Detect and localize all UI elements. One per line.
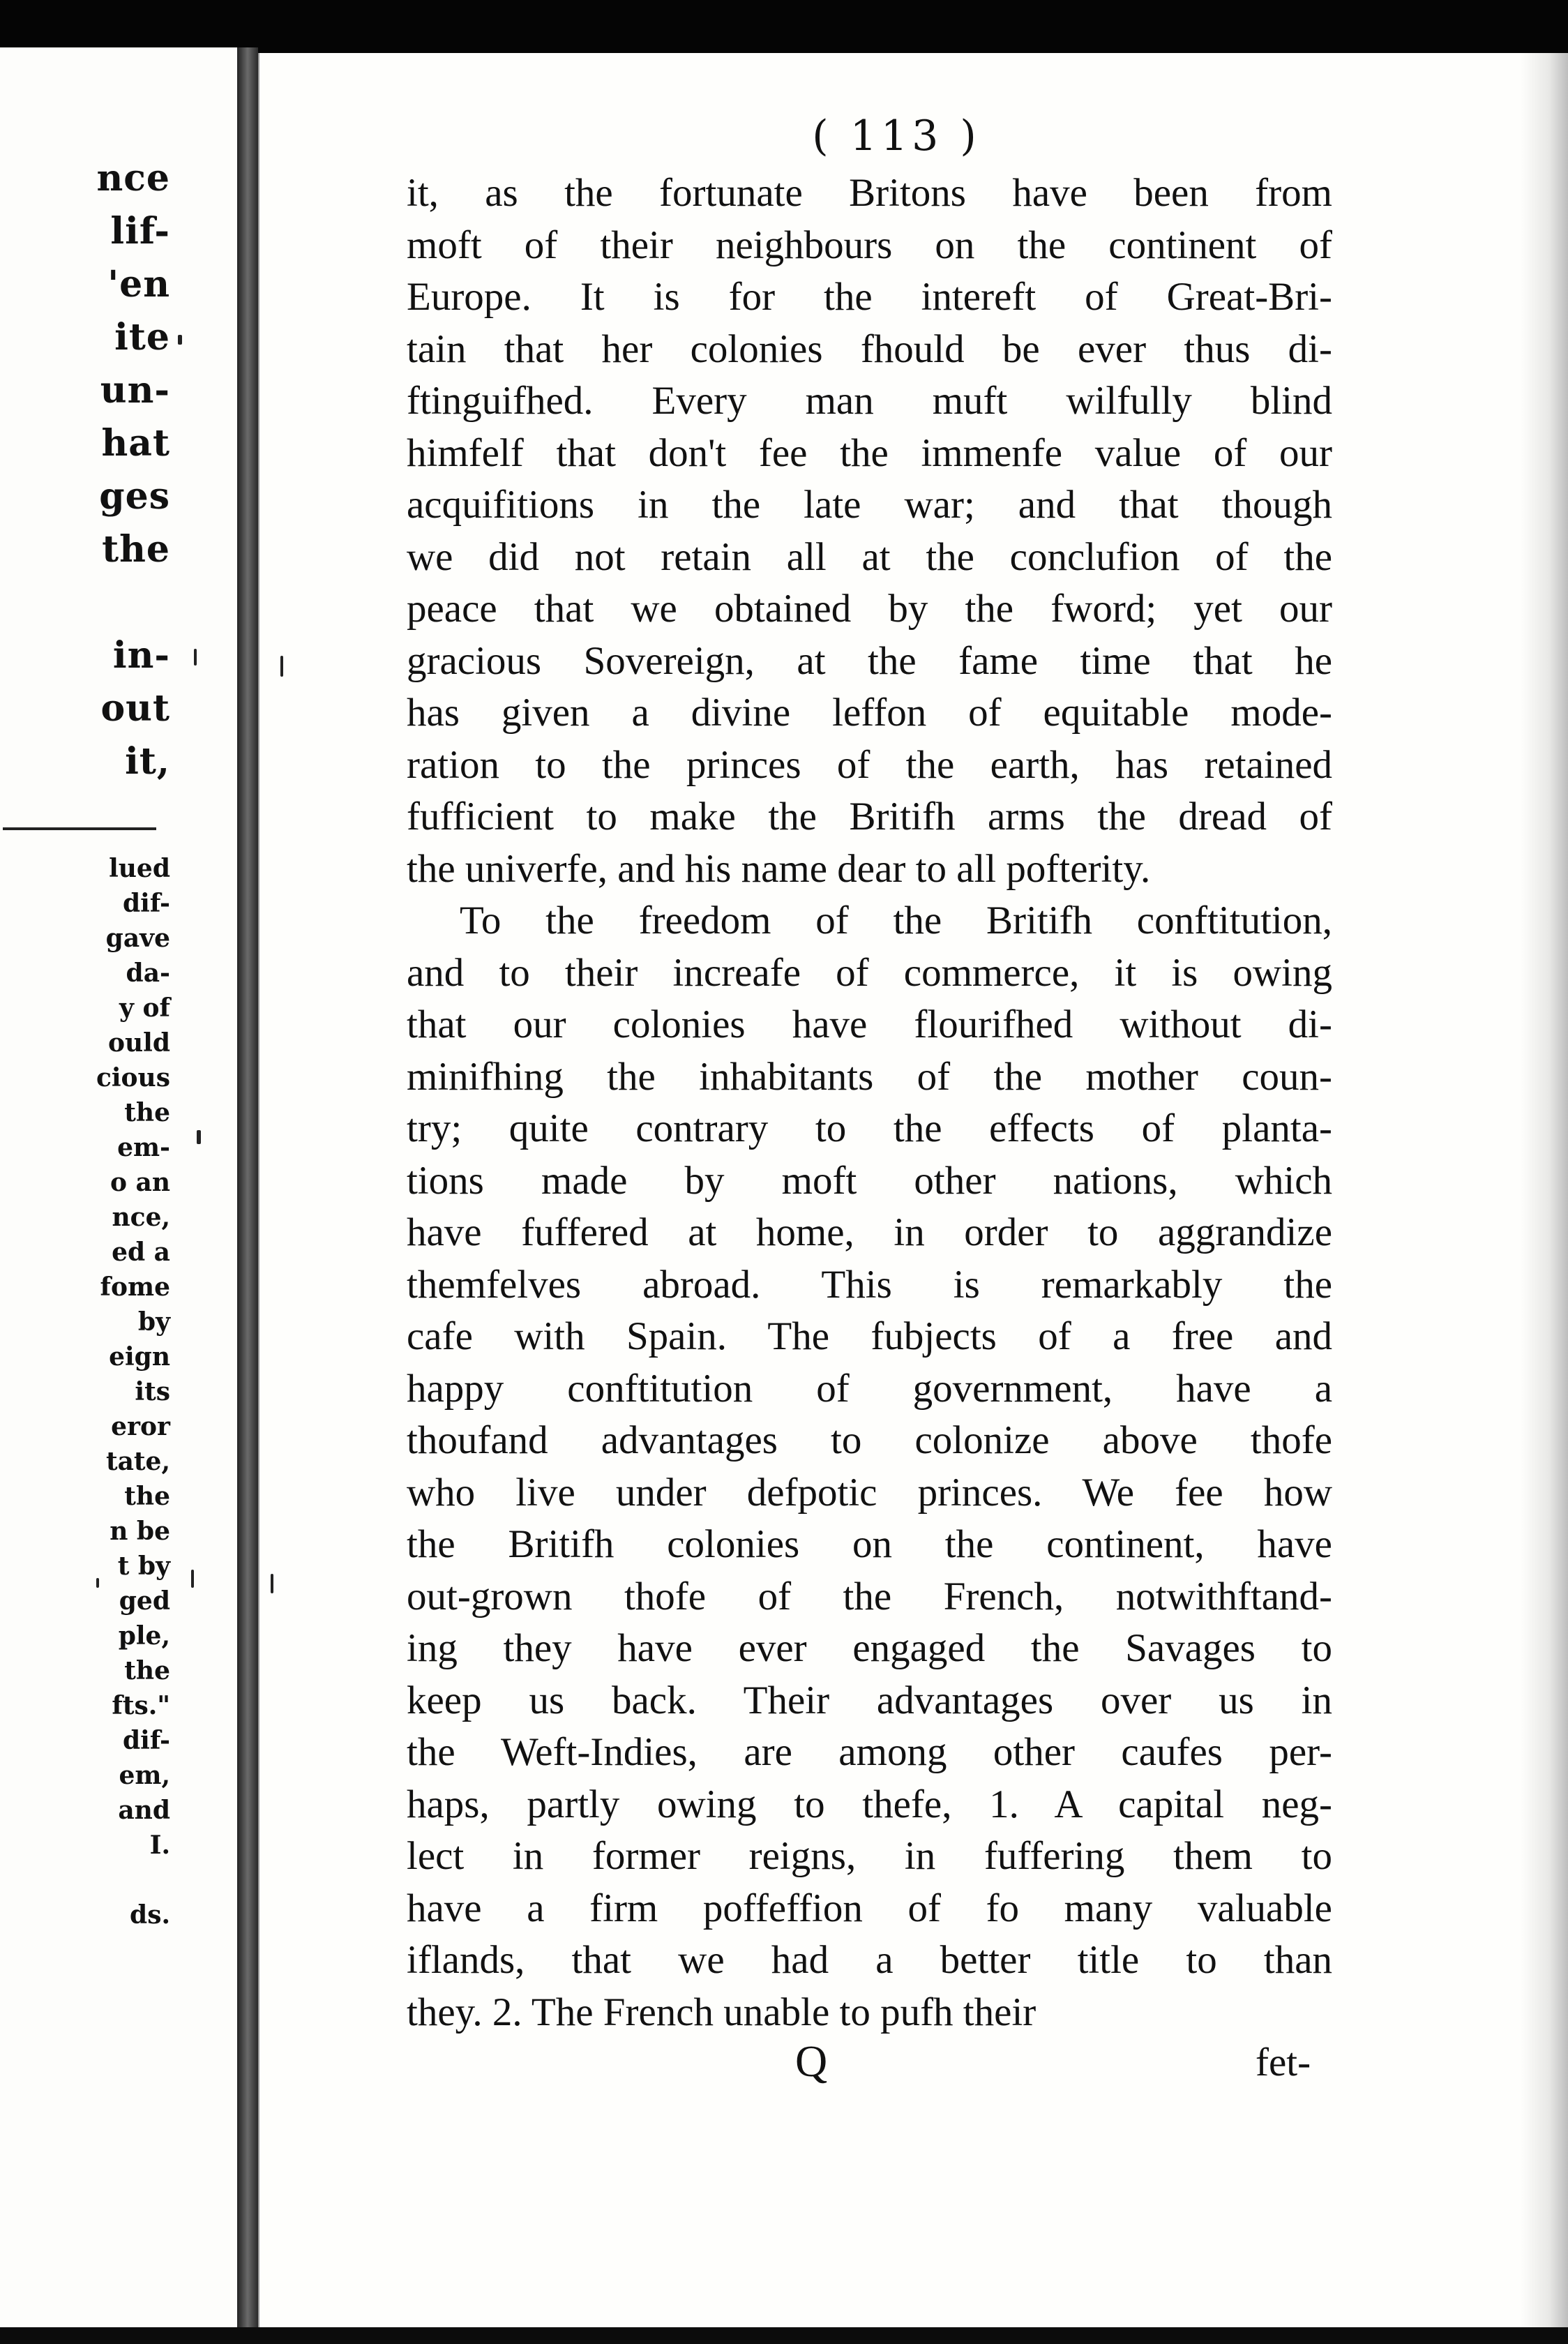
text-line: iflands, that we had a better title to than	[407, 1938, 1332, 1982]
text-line: the Britifh colonies on the continent, have	[407, 1522, 1332, 1566]
facing-page-line: ds.	[130, 1900, 170, 1930]
body-text	[407, 167, 1332, 2038]
text-line: himfelf that don't fee the immenfe value of our	[407, 430, 1332, 475]
facing-page-line: the	[124, 1098, 170, 1127]
facing-page-line: t by	[117, 1552, 170, 1581]
facing-page-line: eror	[111, 1412, 170, 1441]
scan-speck	[178, 335, 182, 345]
facing-page-line	[3, 1863, 170, 1898]
text-line: it, as the fortunate Britons have been from	[407, 171, 1332, 215]
text-line: happy conftitution of government, have a	[407, 1366, 1332, 1411]
text-line: peace that we obtained by the fword; yet our	[407, 587, 1332, 631]
facing-page-line: ould	[107, 1028, 170, 1058]
facing-page-fragment	[0, 47, 241, 2344]
facing-page-line: lif-	[110, 210, 170, 253]
text-line: have fuffered at home, in order to aggrandize	[407, 1210, 1332, 1254]
facing-page-line: nce,	[112, 1203, 170, 1232]
text-line: and to their increafe of commerce, it is owing	[407, 950, 1332, 995]
facing-page-line: ple,	[118, 1621, 170, 1651]
facing-page-rule	[3, 827, 156, 830]
text-line: Europe. It is for the intereft of Great-Bri-	[407, 275, 1332, 319]
text-line: keep us back. Their advantages over us in	[407, 1678, 1332, 1722]
scan-speck	[280, 656, 283, 677]
text-line: tions made by moft other nations, which	[407, 1158, 1332, 1203]
scan-speck	[191, 1570, 194, 1588]
text-line: cafe with Spain. The fubjects of a free and	[407, 1314, 1332, 1358]
scan-speck	[96, 1578, 99, 1588]
book-gutter	[237, 47, 258, 2344]
facing-page-line: in-	[112, 634, 170, 677]
text-line: they. 2. The French unable to pufh their	[407, 1990, 1036, 2034]
facing-page-line: y of	[119, 993, 170, 1023]
facing-page-line: da-	[126, 959, 170, 988]
text-line: has given a divine leffon of equitable mode-	[407, 691, 1332, 735]
text-line: try; quite contrary to the effects of planta-	[407, 1106, 1332, 1150]
text-line: tain that her colonies fhould be ever thus di-	[407, 326, 1332, 371]
facing-page-line: fts."	[112, 1691, 170, 1720]
scan-bottom-border	[0, 2327, 1568, 2344]
text-line: fufficient to make the Britifh arms the dread of	[407, 795, 1332, 839]
text-line: gracious Sovereign, at the fame time that he	[407, 638, 1332, 683]
text-line: moft of their neighbours on the continent of	[407, 223, 1332, 267]
facing-page-line: ged	[119, 1586, 170, 1616]
text-line: haps, partly owing to thefe, 1. A capital neg-	[407, 1782, 1332, 1826]
facing-page-line: cious	[96, 1063, 170, 1092]
facing-page-line: ed a	[112, 1238, 170, 1267]
catchword: fet-	[1256, 2041, 1311, 2084]
facing-page-line: out	[100, 687, 170, 730]
text-line: we did not retain all at the conclufion of the	[407, 534, 1332, 579]
text-line: ftinguifhed. Every man muft wilfully blind	[407, 379, 1332, 423]
facing-page-line: gave	[105, 924, 170, 953]
facing-page-line: its	[135, 1377, 170, 1406]
facing-page-line: hat	[101, 422, 170, 465]
facing-page-line: dif-	[123, 1726, 170, 1755]
facing-page-line: the	[124, 1656, 170, 1685]
facing-page-line: n be	[110, 1517, 170, 1546]
scan-speck	[271, 1574, 273, 1593]
text-line: out-grown thofe of the French, notwithftand-	[407, 1574, 1332, 1618]
text-line: ing they have ever engaged the Savages to	[407, 1626, 1332, 1670]
text-line: minifhing the inhabitants of the mother coun-	[407, 1054, 1332, 1099]
facing-page-line: 'en	[107, 263, 170, 306]
facing-page-line: ges	[99, 475, 170, 518]
page-edge	[1521, 53, 1568, 2344]
text-line: who live under defpotic princes. We fee how	[407, 1470, 1332, 1515]
text-line: To the freedom of the Britifh conftitution,	[460, 899, 1332, 942]
facing-page-line: and	[118, 1796, 170, 1825]
text-line: have a firm poffeffion of fo many valuable	[407, 1886, 1332, 1930]
text-line: the univerfe, and his name dear to all pofterity.	[407, 846, 1151, 891]
facing-page-line: eign	[109, 1342, 170, 1372]
facing-page-line: em-	[117, 1133, 170, 1162]
text-line: that our colonies have flourifhed without di-	[407, 1002, 1332, 1046]
signature-mark: Q	[795, 2036, 828, 2086]
facing-page-line: I.	[149, 1831, 170, 1860]
facing-page-large-lines	[3, 47, 170, 788]
facing-page-line: dif-	[123, 889, 170, 918]
facing-page-line: o an	[110, 1168, 170, 1197]
text-line: acquifitions in the late war; and that though	[407, 483, 1332, 527]
facing-page-line: the	[102, 528, 170, 571]
facing-page-text	[3, 47, 170, 1932]
facing-page-line: lued	[109, 854, 170, 883]
scan-speck	[194, 649, 197, 666]
facing-page-line: by	[137, 1307, 170, 1337]
facing-page-line: un-	[100, 369, 170, 412]
scan-speck	[197, 1130, 201, 1144]
text-line: the Weft-Indies, are among other caufes per-	[407, 1730, 1332, 1774]
facing-page-line: nce	[96, 157, 170, 200]
facing-page-line: ite	[114, 316, 170, 359]
facing-page-line: it,	[125, 740, 170, 783]
text-line: themfelves abroad. This is remarkably the	[407, 1262, 1332, 1307]
text-line: thoufand advantages to colonize above thofe	[407, 1418, 1332, 1462]
text-line: lect in former reigns, in fuffering them to	[407, 1834, 1332, 1878]
page-number: ( 113 )	[812, 112, 981, 160]
facing-page-line: fome	[100, 1272, 170, 1302]
facing-page-small-lines	[3, 788, 170, 1932]
facing-page-line: tate,	[105, 1447, 170, 1476]
facing-page-line: em,	[119, 1761, 170, 1790]
facing-page-line	[3, 576, 170, 629]
facing-page-line: the	[124, 1482, 170, 1511]
text-line: ration to the princes of the earth, has retained	[407, 742, 1332, 787]
